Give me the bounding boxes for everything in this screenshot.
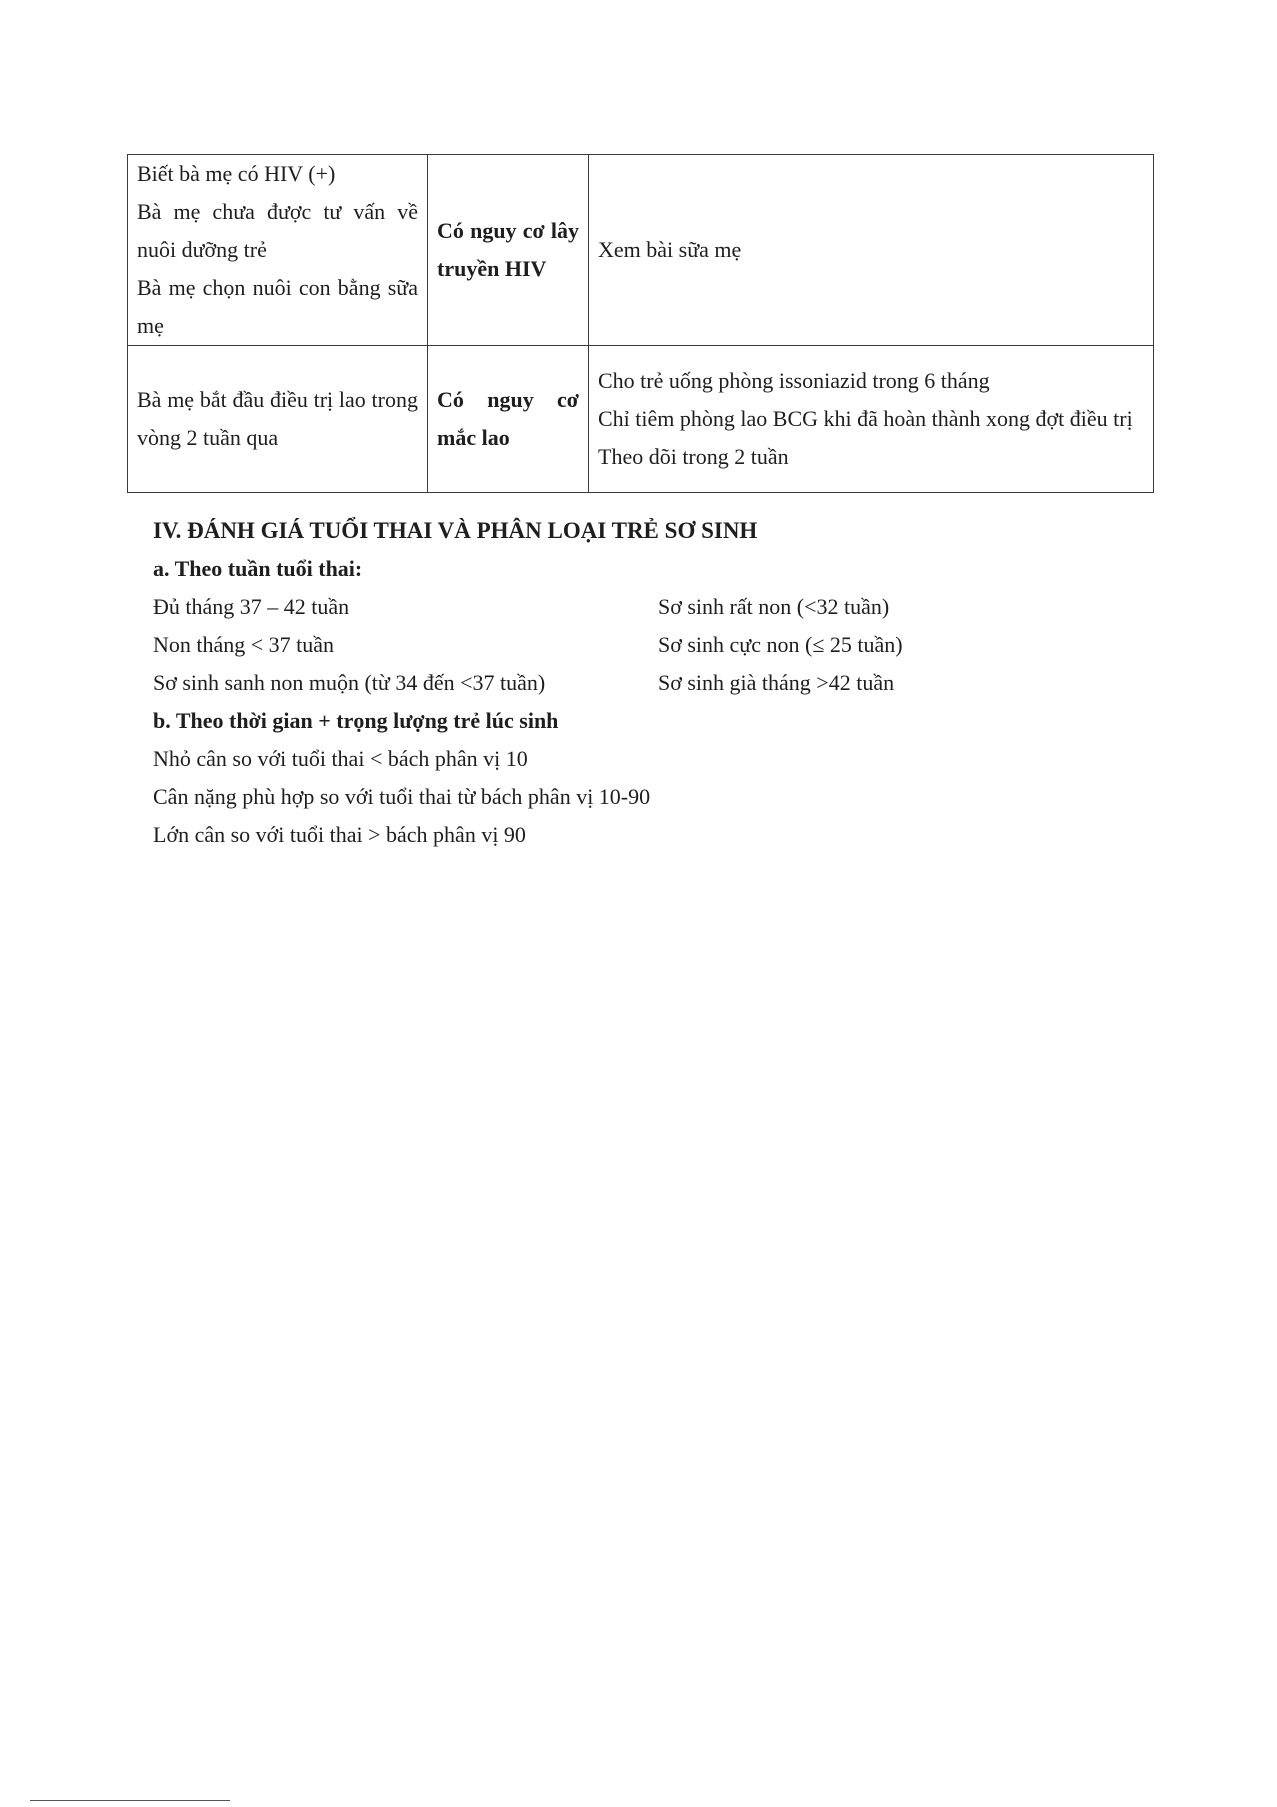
list-item: Sơ sinh cực non (≤ 25 tuần) bbox=[658, 632, 903, 657]
table-cell-sign bbox=[128, 155, 428, 346]
list-item: Đủ tháng 37 – 42 tuần bbox=[153, 594, 350, 619]
subheading-b: b. Theo thời gian + trọng lượng trẻ lúc sinh bbox=[153, 708, 559, 733]
table-cell-action bbox=[589, 155, 1154, 346]
action-line: Chỉ tiêm phòng lao BCG khi đã hoàn thành xong đợt điều trị bbox=[598, 406, 1133, 431]
list-item: Sơ sinh rất non (<32 tuần) bbox=[658, 594, 890, 619]
table-cell-action bbox=[589, 346, 1154, 493]
list-item: Sơ sinh già tháng >42 tuần bbox=[658, 670, 895, 695]
list-item: Sơ sinh sanh non muộn (từ 34 đến <37 tuần) bbox=[153, 670, 546, 695]
sign-line: Bà mẹ chọn nuôi con bằng sữa mẹ bbox=[137, 275, 418, 338]
list-item: Lớn cân so với tuổi thai > bách phân vị 90 bbox=[153, 822, 526, 847]
list-item: Cân nặng phù hợp so với tuổi thai từ bách phân vị 10-90 bbox=[153, 784, 651, 809]
table-row-hiv bbox=[128, 155, 1154, 346]
table-cell-classification: Có nguy cơ lây truyền HIV bbox=[428, 155, 589, 346]
subheading-a: a. Theo tuần tuổi thai: bbox=[153, 556, 363, 581]
gestational-age-section bbox=[153, 512, 1113, 854]
list-item: Non tháng < 37 tuần bbox=[153, 632, 335, 657]
table-cell-classification: Có nguy cơ mắc lao bbox=[428, 346, 589, 493]
birth-weight-list bbox=[153, 740, 1113, 854]
section-heading: IV. ĐÁNH GIÁ TUỔI THAI VÀ PHÂN LOẠI TRẺ SƠ SINH bbox=[153, 518, 758, 543]
risk-table bbox=[127, 154, 1154, 493]
sign-line: Bà mẹ bắt đầu điều trị lao trong vòng 2 tuần qua bbox=[137, 387, 418, 450]
action-line: Cho trẻ uống phòng issoniazid trong 6 tháng bbox=[598, 368, 990, 393]
table-row-tb bbox=[128, 346, 1154, 493]
sign-line: Bà mẹ chưa được tư vấn về nuôi dưỡng trẻ bbox=[137, 199, 418, 262]
action-line: Xem bài sữa mẹ bbox=[598, 237, 742, 262]
table-cell-sign bbox=[128, 346, 428, 493]
gestational-week-list bbox=[153, 588, 1113, 702]
list-item: Nhỏ cân so với tuổi thai < bách phân vị 10 bbox=[153, 746, 528, 771]
footer-rule bbox=[30, 1800, 230, 1801]
sign-line: Biết bà mẹ có HIV (+) bbox=[137, 161, 336, 186]
action-line: Theo dõi trong 2 tuần bbox=[598, 444, 789, 469]
